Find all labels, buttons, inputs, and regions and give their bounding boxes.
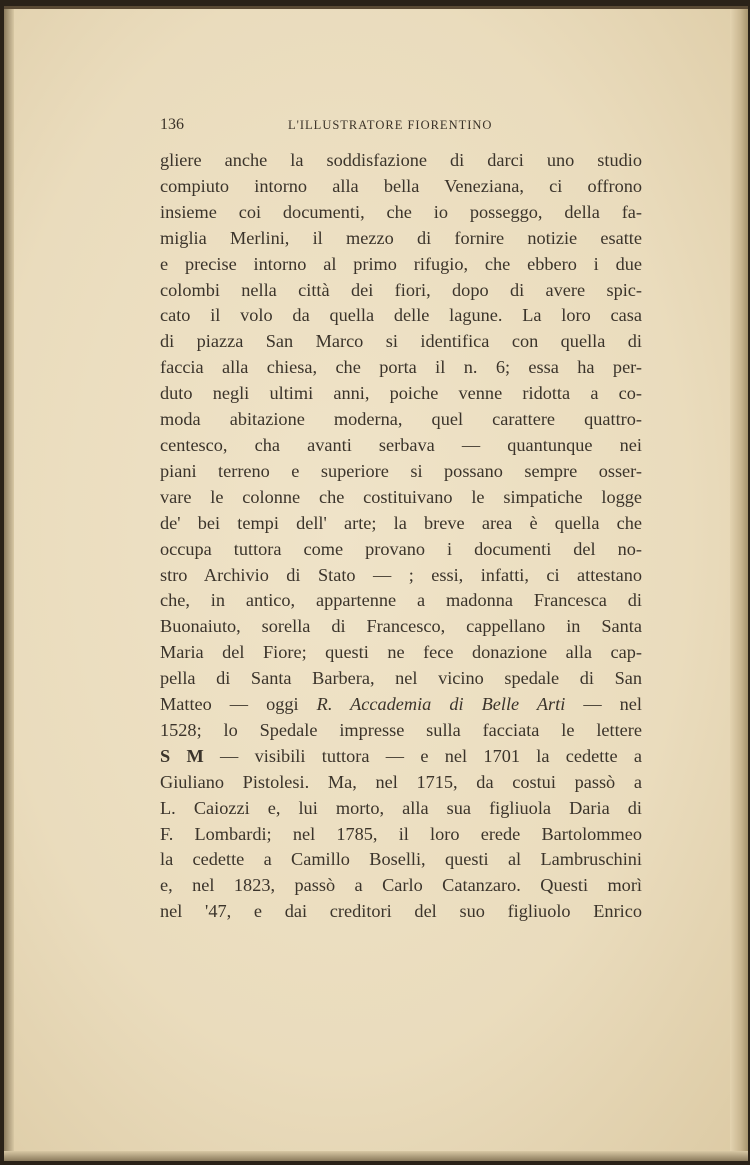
text-line: 1528; lo Spedale impresse sulla facciata le lettere (160, 719, 642, 740)
text-line-sm (160, 744, 642, 770)
text-line: duto negli ultimi anni, poiche venne ridotta a co- (160, 383, 642, 404)
text-line: gliere anche la soddisfazione di darci uno studio (160, 150, 642, 170)
text-line: colombi nella città dei fiori, dopo di avere spic- (160, 279, 642, 300)
text-line: Buonaiuto, sorella di Francesco, cappellano in Santa (160, 616, 642, 637)
text-line: Maria del Fiore; questi ne fece donazione alla cap- (160, 642, 642, 663)
bold-letters: S M (160, 745, 204, 766)
text-line: L. Caiozzi e, lui morto, alla sua figliuola Daria di (160, 797, 642, 818)
text-line: cato il volo da quella delle lagune. La loro casa (160, 305, 642, 326)
text-line-matteo (160, 692, 642, 718)
text-segment: — visibili tuttora — e nel 1701 la cedette a (220, 745, 642, 766)
text-line: di piazza San Marco si identifica con quella di (160, 331, 642, 352)
text-line: e precise intorno al primo rifugio, che ebbero i due (160, 253, 642, 274)
text-line: insieme coi documenti, che io posseggo, della fa- (160, 201, 642, 222)
text-line: moda abitazione moderna, quel carattere quattro- (160, 409, 642, 430)
text-line: e, nel 1823, passò a Carlo Catanzaro. Questi morì (160, 875, 642, 896)
text-line: de' bei tempi dell' arte; la breve area è quella che (160, 512, 642, 533)
page-left-edge (4, 9, 14, 1161)
page-right-edge (730, 9, 748, 1161)
text-line: compiuto intorno alla bella Veneziana, ci offrono (160, 175, 642, 196)
text-line: stro Archivio di Stato — ; essi, infatti, ci attestano (160, 564, 642, 585)
text-line: pella di Santa Barbera, nel vicino spedale di San (160, 668, 642, 689)
text-line: piani terreno e superiore si possano sempre osser- (160, 460, 642, 481)
text-segment: Matteo — oggi (160, 694, 299, 715)
text-line: F. Lombardi; nel 1785, il loro erede Bartolommeo (160, 823, 642, 844)
page-bottom-edge (4, 1151, 748, 1161)
text-line: Giuliano Pistolesi. Ma, nel 1715, da costui passò a (160, 771, 642, 792)
page-number: 136 (160, 116, 184, 133)
text-segment: — nel (583, 694, 642, 715)
running-title: L'ILLUSTRATORE FIORENTINO (288, 118, 493, 132)
italic-institution-name: R. Accademia di Belle Arti (316, 694, 566, 715)
text-line: la cedette a Camillo Boselli, questi al Lambruschini (160, 849, 642, 870)
text-line: centesco, cha avanti serbava — quantunque nei (160, 434, 642, 455)
running-header (160, 116, 640, 136)
text-line: faccia alla chiesa, che porta il n. 6; essa ha per- (160, 357, 642, 378)
body-text (160, 148, 642, 925)
text-line: nel '47, e dai creditori del suo figliuolo Enrico (160, 901, 642, 922)
text-line: che, in antico, appartenne a madonna Francesca di (160, 590, 642, 611)
text-line: occupa tuttora come provano i documenti del no- (160, 538, 642, 559)
text-line: miglia Merlini, il mezzo di fornire notizie esatte (160, 227, 642, 248)
text-line: vare le colonne che costituivano le simpatiche logge (160, 486, 642, 507)
